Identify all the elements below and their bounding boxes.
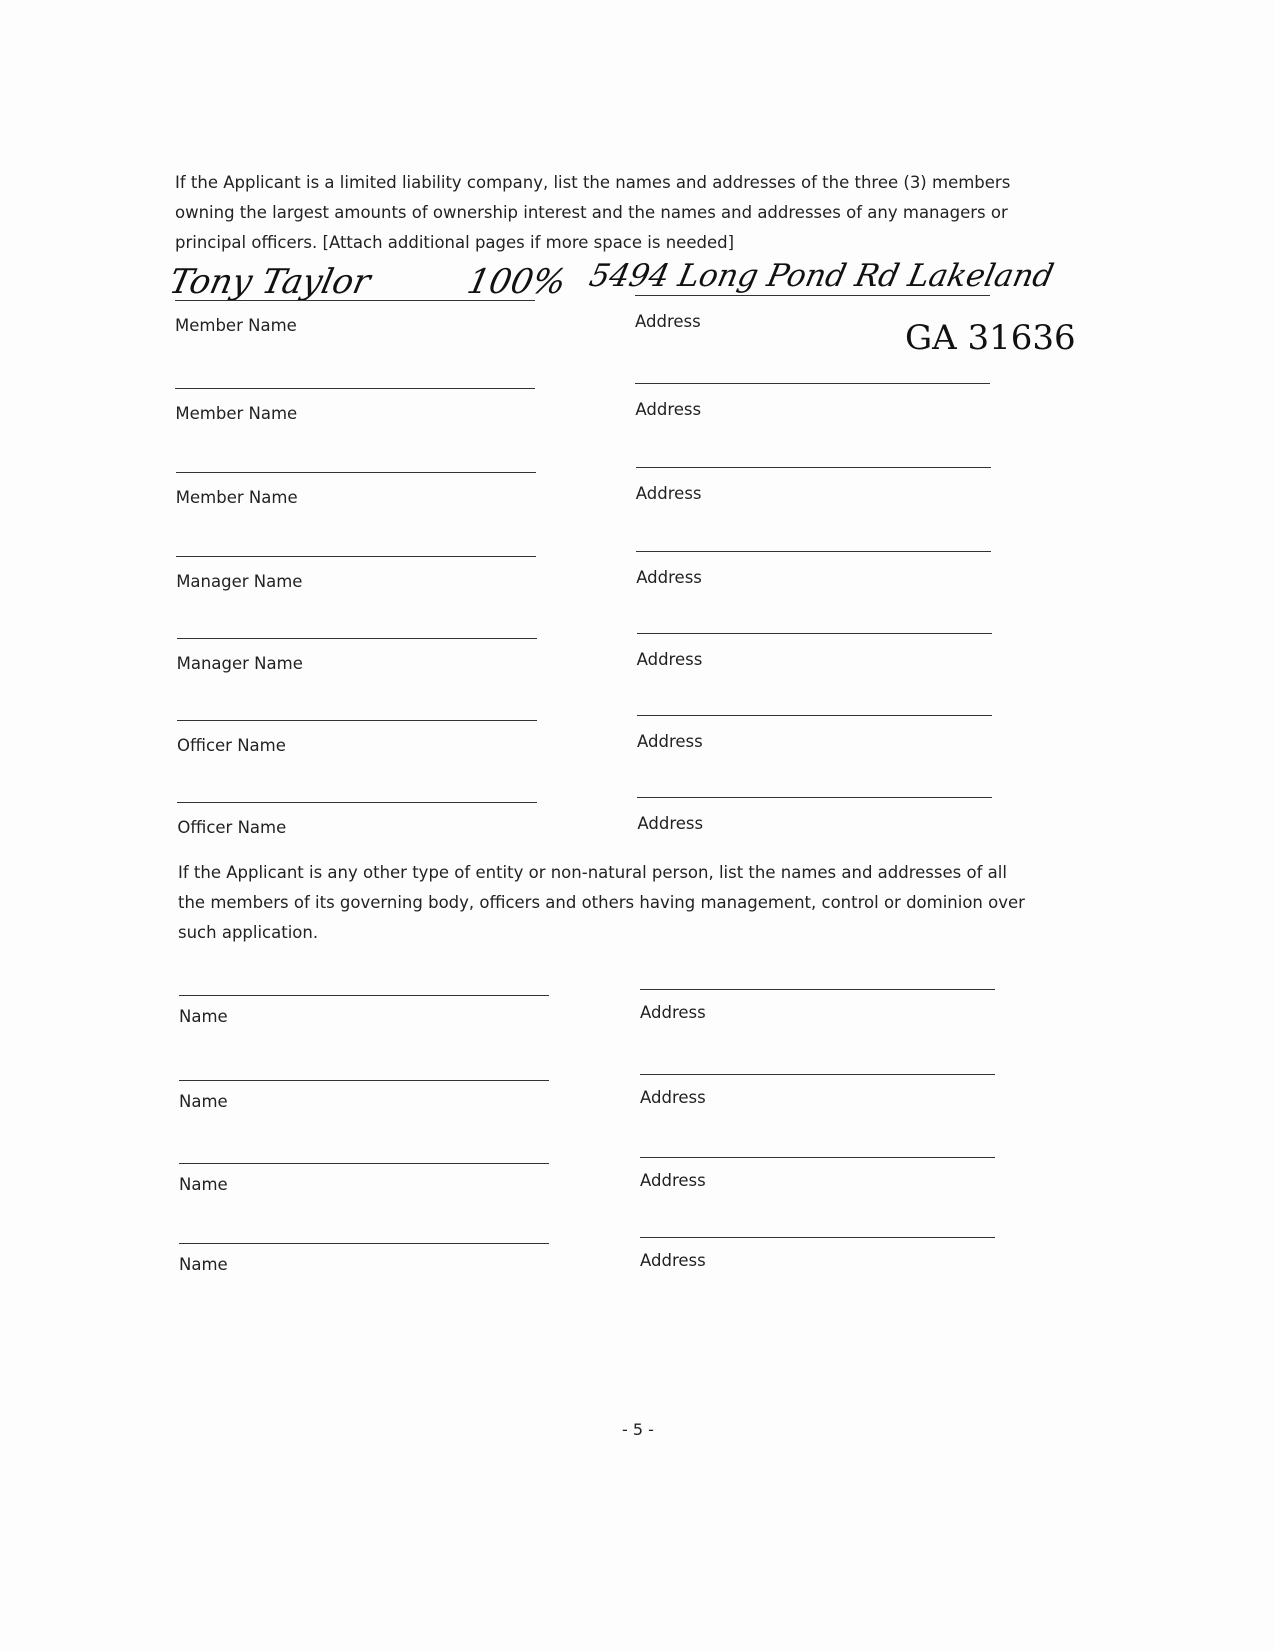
address-signature-line xyxy=(635,295,990,296)
handwritten-ownership: 100% xyxy=(463,262,570,302)
address-field-label: Address xyxy=(640,1003,706,1022)
address-signature-line xyxy=(637,715,992,716)
name-signature-line xyxy=(176,472,536,473)
name-field-label: Name xyxy=(179,1175,228,1194)
address-field-label: Address xyxy=(636,568,702,587)
address-field-label: Address xyxy=(635,400,702,419)
address-field-label: Address xyxy=(637,732,703,751)
name-signature-line xyxy=(177,720,537,721)
name-field-label: Name xyxy=(179,1092,228,1111)
name-signature-line xyxy=(179,1243,549,1244)
name-field-label: Member Name xyxy=(175,488,298,507)
name-field-label: Manager Name xyxy=(176,572,303,591)
name-signature-line xyxy=(177,802,537,803)
other-entity-instructions: If the Applicant is any other type of entity or non-natural person, list the names and addresses of all the members of its governing body, officers and others having management, control or dominion over such application. xyxy=(178,863,1025,942)
name-field-label: Name xyxy=(179,1255,228,1274)
address-field-label: Address xyxy=(640,1088,706,1107)
handwritten-member-name: Tony Taylor xyxy=(165,262,374,302)
llc-instructions: If the Applicant is a limited liability company, list the names and addresses of the three (3) members owning the largest amounts of ownership interest and the names and addresses of any managers or principal officers. [Attach additional pages if more space is needed] xyxy=(175,173,1011,252)
address-field-label: Address xyxy=(635,312,701,331)
address-signature-line xyxy=(637,633,992,634)
address-signature-line xyxy=(640,1074,995,1075)
address-signature-line xyxy=(640,989,995,990)
handwritten-address-line1: 5494 Long Pond Rd Lakeland xyxy=(586,258,1057,294)
name-field-label: Name xyxy=(179,1007,228,1026)
name-signature-line xyxy=(175,300,535,301)
address-signature-line xyxy=(640,1157,995,1158)
name-signature-line xyxy=(176,556,536,557)
page-number: - 5 - xyxy=(622,1420,654,1439)
address-field-label: Address xyxy=(636,650,703,669)
address-field-label: Address xyxy=(640,1251,706,1270)
name-field-label: Officer Name xyxy=(177,736,286,755)
address-signature-line xyxy=(636,467,991,468)
name-field-label: Member Name xyxy=(175,404,298,423)
name-signature-line xyxy=(177,638,537,639)
address-signature-line xyxy=(635,383,990,384)
name-field-label: Officer Name xyxy=(177,818,287,837)
address-signature-line xyxy=(637,797,992,798)
address-field-label: Address xyxy=(637,814,704,833)
address-field-label: Address xyxy=(640,1171,706,1190)
address-field-label: Address xyxy=(635,484,702,503)
name-field-label: Member Name xyxy=(175,316,297,335)
name-field-label: Manager Name xyxy=(176,654,303,673)
address-signature-line xyxy=(640,1237,995,1238)
name-signature-line xyxy=(175,388,535,389)
name-signature-line xyxy=(179,1163,549,1164)
handwritten-address-line2: GA 31636 xyxy=(905,318,1076,358)
name-signature-line xyxy=(179,995,549,996)
address-signature-line xyxy=(636,551,991,552)
name-signature-line xyxy=(179,1080,549,1081)
